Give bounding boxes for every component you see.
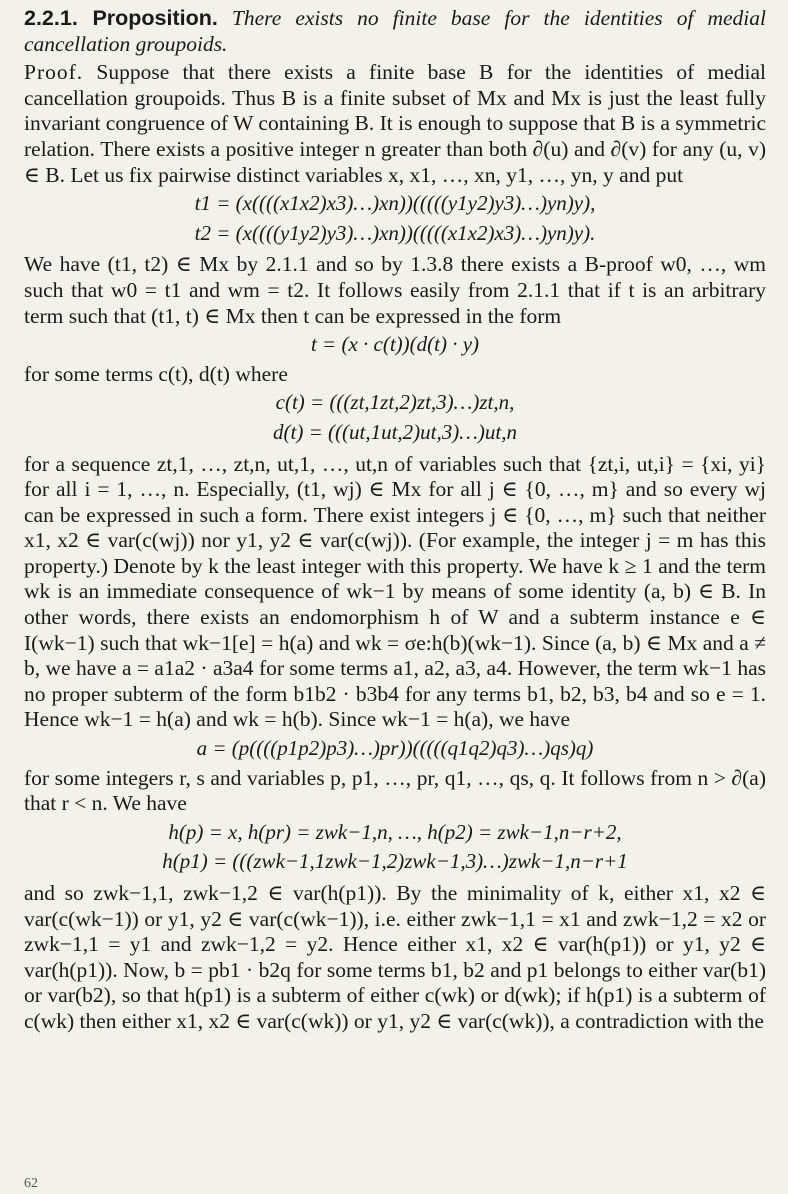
page-number: 62 xyxy=(24,1176,38,1191)
proof-paragraph-4: for a sequence zt,1, …, zt,n, ut,1, …, ut,n of variables such that {zt,i, ut,i} = {xi, yi} for all i = 1, …, n. Especially, (t1, wj) ∈ Mx for all j ∈ {0, …, m} and so every wj can be expressed in such a form. There exist integers j ∈ {0, …, m} such that neither x1, x2 ∈ var(c(wj)) nor y1, y2 ∈ var(c(wj)). (For example, the integer j = m has this property.) Denote by k the least integer with this property. We have k ≥ 1 and the term wk is an immediate consequence of wk−1 by means of some identity (a, b) ∈ B. In other words, there exists an endomorphism h of W and a subterm instance e ∈ I(wk−1) such that wk−1[e] = h(a) and wk = σe:h(b)(wk−1). Since (a, b) ∈ Mx and a ≠ b, we have a = a1a2 · a3a4 for some terms a1, a2, a3, a4. However, the term wk−1 has no proper subterm of the form b1b2 · b3b4 for any terms b1, b2, b3, b4 and so e = 1. Hence wk−1 = h(a) and wk = h(b). Since wk−1 = h(a), we have xyxy=(24,451,766,732)
equation-h-1: h(p) = x, h(pr) = zwk−1,n, …, h(p2) = zwk−1,n−r+2, xyxy=(168,819,622,844)
proposition-number: 2.2.1. Proposition. xyxy=(24,6,218,30)
proof-paragraph-6: and so zwk−1,1, zwk−1,2 ∈ var(h(p1)). By the minimality of k, either x1, x2 ∈ var(c(wk−1)) or y1, y2 ∈ var(c(wk−1)), i.e. either zwk−1,1 = x1 and zwk−1,2 = x2 or zwk−1,1 = y1 and zwk−1,2 = y2. Hence either x1, x2 ∈ var(h(p1)) or y1, y2 ∈ var(h(p1)). Now, b = pb1 · b2q for some terms b1, b2 and p1 belongs to either var(b1) or var(b2), so that h(p1) is a subterm of either c(wk) or d(wk); if h(p1) is a subterm of c(wk) then either x1, x2 ∈ var(c(wk)) or y1, y2 ∈ var(c(wk)), a contradiction with the xyxy=(24,881,766,1033)
proposition-heading xyxy=(24,6,766,57)
equation-t2: t2 = (x((((y1y2)y3)…)xn))(((((x1x2)x3)…)yn)y). xyxy=(194,220,596,245)
equation-block-h xyxy=(24,820,766,875)
equation-t-form: t = (x · c(t))(d(t) · y) xyxy=(310,332,480,357)
equation-block-c-d xyxy=(24,390,766,445)
equation-a-form: a = (p((((p1p2)p3)…)pr))(((((q1q2)q3)…)qs)q) xyxy=(196,736,594,761)
paragraph-text: Suppose that there exists a finite base B for the identities of medial cancellation groupoids. Thus B is a finite subset of Mx and Mx is just the least fully invariant congruence of W containing B. It is enough to suppose that B is a symmetric relation. There exists a positive integer n greater than both ∂(u) and ∂(v) for any (u, v) ∈ B. Let us fix pairwise distinct variables x, x1, …, xn, y1, …, yn, y and put xyxy=(24,60,767,187)
proof-paragraph-5: for some integers r, s and variables p, p1, …, pr, q1, …, qs, q. It follows from n > ∂(a) that r < n. We have xyxy=(24,765,766,816)
proof-paragraph-1 xyxy=(24,60,766,188)
equation-c-t: c(t) = (((zt,1zt,2)zt,3)…)zt,n, xyxy=(275,390,515,415)
proof-paragraph-2: We have (t1, t2) ∈ Mx by 2.1.1 and so by 1.3.8 there exists a B-proof w0, …, wm such that w0 = t1 and wm = t2. It follows easily from 2.1.1 that if t is an arbitrary term such that (t1, t) ∈ Mx then t can be expressed in the form xyxy=(24,252,766,328)
proof-label: Proof. xyxy=(24,60,84,85)
proposition-statement: There exists no finite base for the identities of medial cancellation groupoids. xyxy=(24,6,767,56)
equation-h-2: h(p1) = (((zwk−1,1zwk−1,2)zwk−1,3)…)zwk−1,n−r+1 xyxy=(162,849,628,874)
proof-paragraph-3: for some terms c(t), d(t) where xyxy=(24,361,288,386)
equation-block-t1-t2 xyxy=(24,191,766,246)
equation-d-t: d(t) = (((ut,1ut,2)ut,3)…)ut,n xyxy=(273,419,517,444)
equation-t1: t1 = (x((((x1x2)x3)…)xn))(((((y1y2)y3)…)yn)y), xyxy=(194,191,596,216)
